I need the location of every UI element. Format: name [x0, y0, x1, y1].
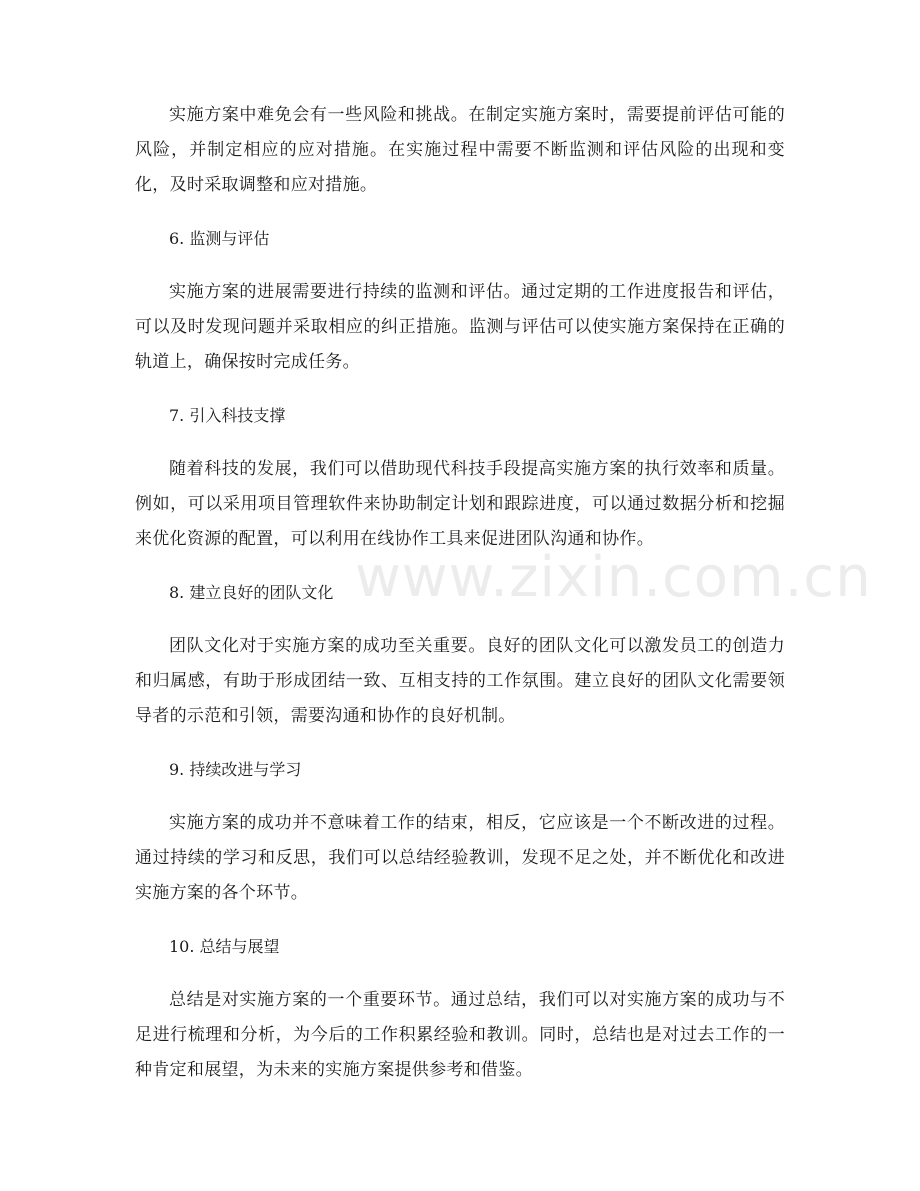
- heading-improvement: 9. 持续改进与学习: [169, 760, 302, 779]
- document-page: [135, 98, 785, 1088]
- heading-team-culture: 8. 建立良好的团队文化: [169, 583, 334, 602]
- paragraph-monitoring: 实施方案的进展需要进行持续的监测和评估。通过定期的工作进度报告和评估，可以及时发现问题并采取相应的纠正措施。监测与评估可以使实施方案保持在正确的轨道上，确保按时完成任务。: [135, 282, 785, 372]
- watermark: www.zixin.com.cn: [355, 545, 872, 610]
- heading-monitoring: 6. 监测与评估: [169, 229, 270, 248]
- paragraph-team-culture: 团队文化对于实施方案的成功至关重要。良好的团队文化可以激发员工的创造力和归属感，有助于形成团结一致、互相支持的工作氛围。建立良好的团队文化需要领导者的示范和引领，需要沟通和协作的良好机制。: [135, 636, 785, 726]
- paragraph-risk: 实施方案中难免会有一些风险和挑战。在制定实施方案时，需要提前评估可能的风险，并制定相应的应对措施。在实施过程中需要不断监测和评估风险的出现和变化，及时采取调整和应对措施。: [135, 105, 785, 195]
- paragraph-technology: 随着科技的发展，我们可以借助现代科技手段提高实施方案的执行效率和质量。例如，可以采用项目管理软件来协助制定计划和跟踪进度，可以通过数据分析和挖掘来优化资源的配置，可以利用在线协作工具来促进团队沟通和协作。: [135, 459, 785, 549]
- heading-summary: 10. 总结与展望: [169, 937, 280, 956]
- paragraph-summary: 总结是对实施方案的一个重要环节。通过总结，我们可以对实施方案的成功与不足进行梳理和分析，为今后的工作积累经验和教训。同时，总结也是对过去工作的一种肯定和展望，为未来的实施方案提供参考和借鉴。: [135, 990, 785, 1080]
- heading-technology: 7. 引入科技支撑: [169, 406, 286, 425]
- paragraph-improvement: 实施方案的成功并不意味着工作的结束，相反，它应该是一个不断改进的过程。通过持续的学习和反思，我们可以总结经验教训，发现不足之处，并不断优化和改进实施方案的各个环节。: [135, 813, 785, 903]
